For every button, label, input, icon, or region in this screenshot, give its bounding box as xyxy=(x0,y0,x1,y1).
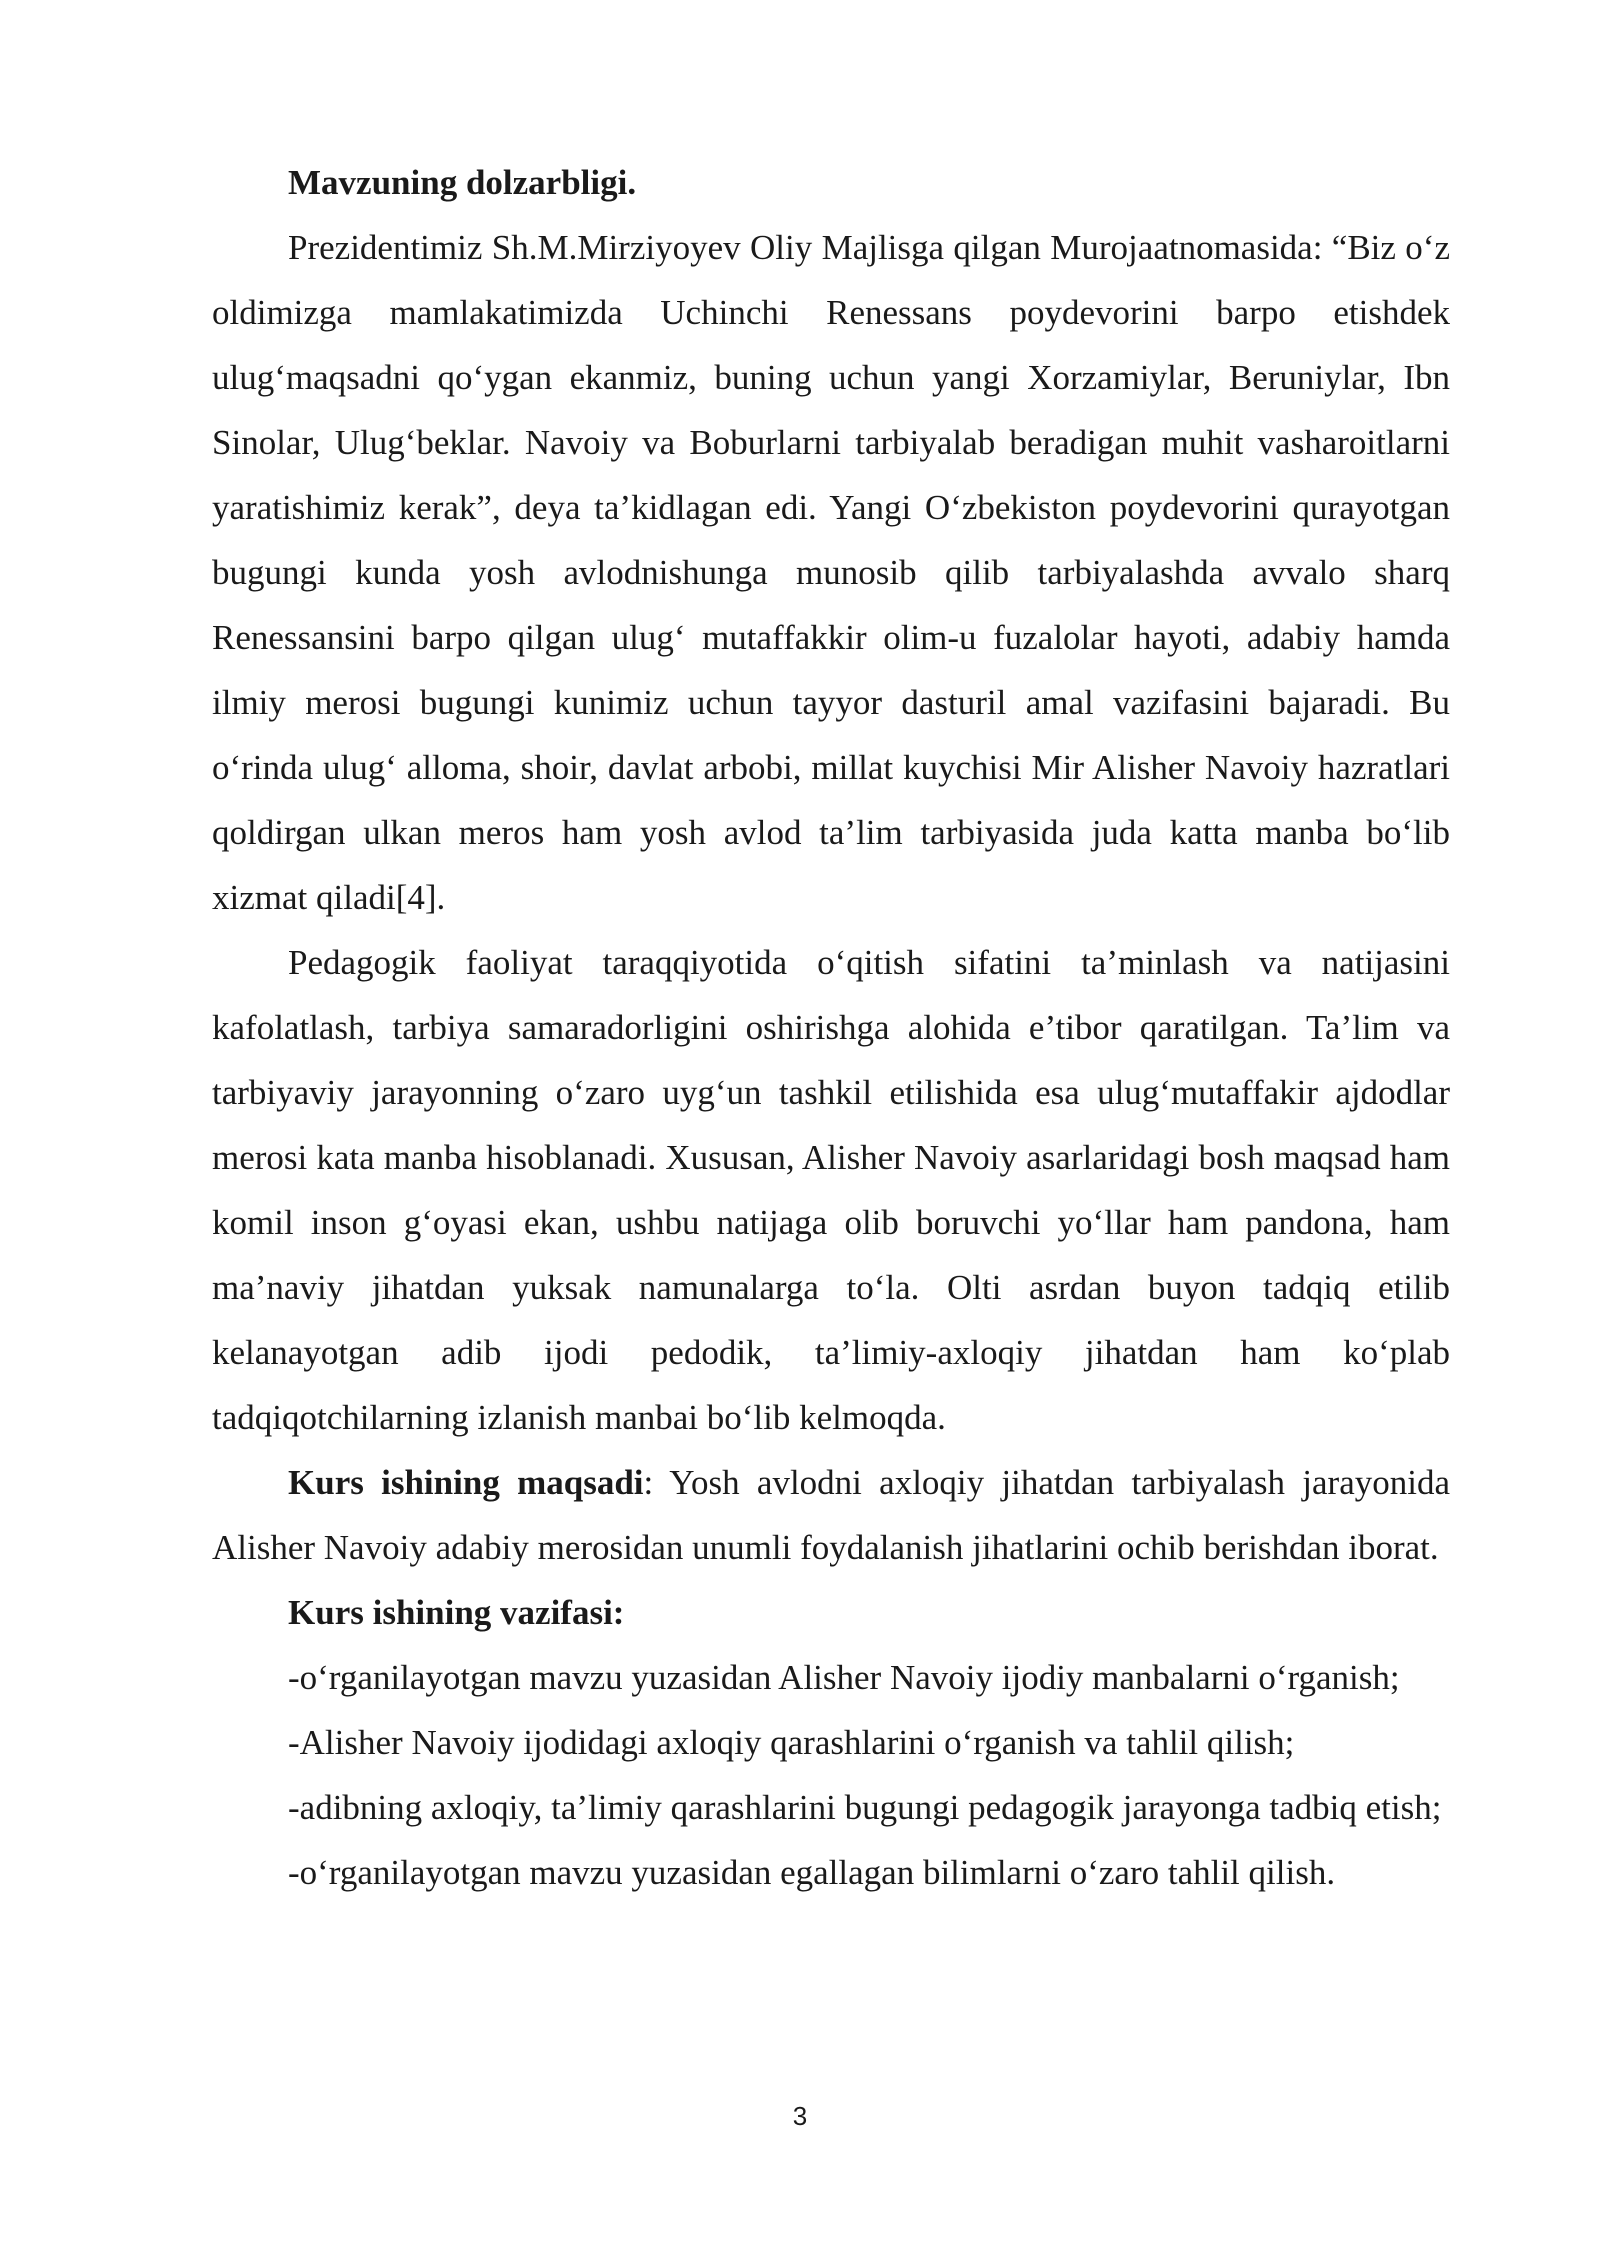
paragraph-president-address: Prezidentimiz Sh.M.Mirziyoyev Oliy Majlisga qilgan Murojaatnomasida: “Biz o‘z oldimizga mamlakatimizda Uchinchi Renessans poydevorini barpo etishdek ulug‘maqsadni qo‘ygan ekanmiz, buning uchun yangi Xorzamiylar, Beruniylar, Ibn Sinolar, Ulug‘beklar. Navoiy va Boburlarni tarbiyalab beradigan muhit vasharoitlarni yaratishimiz kerak”, deya ta’kidlagan edi. Yangi O‘zbekiston poydevorini qurayotgan bugungi kunda yosh avlodnishunga munosib qilib tarbiyalashda avvalo sharq Renessansini barpo qilgan ulug‘ mutaffakkir olim-u fuzalolar hayoti, adabiy hamda ilmiy merosi bugungi kunimiz uchun tayyor dasturil amal vazifasini bajaradi. Bu o‘rinda ulug‘ alloma, shoir, davlat arbobi, millat kuychisi Mir Alisher Navoiy hazratlari qoldirgan ulkan meros ham yosh avlod ta’lim tarbiyasida juda katta manba bo‘lib xizmat qiladi[4]. xyxy=(212,228,1450,917)
paragraph-course-goal xyxy=(212,1450,1450,1580)
task-item: -o‘rganilayotgan mavzu yuzasidan egallagan bilimlarni o‘zaro tahlil qilish. xyxy=(288,1853,1336,1892)
goal-label: Kurs ishining maqsadi xyxy=(288,1463,644,1502)
task-item: -Alisher Navoiy ijodidagi axloqiy qarashlarini o‘rganish va tahlil qilish; xyxy=(288,1723,1295,1762)
section-heading-relevance: Mavzuning dolzarbligi. xyxy=(288,163,637,202)
paragraph-pedagogical-activity: Pedagogik faoliyat taraqqiyotida o‘qitish sifatini ta’minlash va natijasini kafolatlash, tarbiya samaradorligini oshirishga alohida e’tibor qaratilgan. Ta’lim va tarbiyaviy jarayonning o‘zaro uyg‘un tashkil etilishida esa ulug‘mutaffakir ajdodlar merosi kata manba hisoblanadi. Xususan, Alisher Navoiy asarlaridagi bosh maqsad ham komil inson g‘oyasi ekan, ushbu natijaga olib boruvchi yo‘llar ham pandona, ham ma’naviy jihatdan yuksak namunalarga to‘la. Olti asrdan buyon tadqiq etilib kelanayotgan adib ijodi pedodik, ta’limiy-axloqiy jihatdan ham ko‘plab tadqiqotchilarning izlanish manbai bo‘lib kelmoqda. xyxy=(212,943,1450,1437)
section-heading-tasks: Kurs ishining vazifasi: xyxy=(288,1593,625,1632)
document-body xyxy=(212,150,1450,1905)
task-item: -adibning axloqiy, ta’limiy qarashlarini bugungi pedagogik jarayonga tadbiq etish; xyxy=(288,1788,1442,1827)
page-number: 3 xyxy=(792,2101,808,2131)
goal-text: : Yosh avlodni axloqiy jihatdan tarbiyalash jarayonida Alisher Navoiy adabiy merosidan unumli foydalanish jihatlarini ochib berishdan iborat. xyxy=(212,1463,1450,1567)
task-item: -o‘rganilayotgan mavzu yuzasidan Alisher Navoiy ijodiy manbalarni o‘rganish; xyxy=(288,1658,1400,1697)
